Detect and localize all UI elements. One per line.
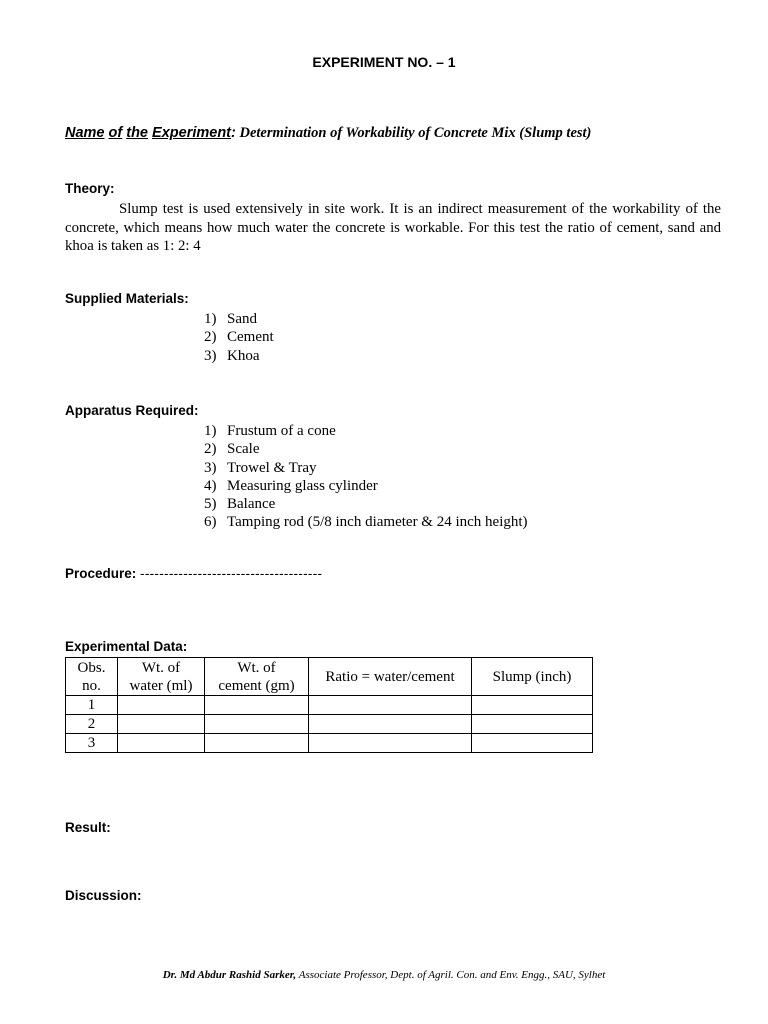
table-cell: [472, 715, 593, 734]
table-cell: [118, 696, 205, 715]
header-slump: Slump (inch): [472, 658, 593, 696]
table-cell: [205, 734, 309, 753]
header-ratio: Ratio = water/cement: [309, 658, 472, 696]
list-item: 6) Tamping rod (5/8 inch diameter & 24 inch height): [204, 514, 528, 531]
theory-text: Slump test is used extensively in site work. It is an indirect measurement of the workability of the concrete, which means how much water the concrete is workable. For this test the ratio of cement, sand and khoa is taken as 1: 2: 4: [65, 201, 721, 254]
procedure-placeholder: --------------------------------------: [140, 566, 323, 581]
experimental-data-table: [65, 657, 593, 753]
list-item: 3) Trowel & Tray: [204, 459, 317, 476]
list-item: 2) Scale: [204, 441, 260, 458]
header-wt-water: Wt. of water (ml): [118, 658, 205, 696]
table-cell: [309, 734, 472, 753]
page-title: EXPERIMENT NO. – 1: [312, 54, 456, 70]
experiment-name-value: Determination of Workability of Concrete Mix (Slump test): [239, 125, 592, 141]
result-heading: Result:: [65, 820, 111, 835]
table-cell: [309, 696, 472, 715]
experiment-name: [65, 125, 725, 142]
list-item: 5) Balance: [204, 496, 276, 513]
apparatus-list: [204, 422, 528, 532]
list-item: 3) Khoa: [204, 347, 260, 364]
procedure-heading: Procedure:: [65, 566, 137, 581]
table-cell: [118, 715, 205, 734]
experimental-data-heading: Experimental Data:: [65, 639, 188, 654]
table-header-row: [66, 658, 593, 696]
experiment-name-label: Name of the Experiment:: [65, 125, 236, 141]
footer-affiliation: Associate Professor, Dept. of Agril. Con. and Env. Engg., SAU, Sylhet: [298, 969, 606, 981]
footer: [0, 969, 768, 981]
table-row: [66, 734, 593, 753]
table-cell: [472, 734, 593, 753]
obs-no-cell: 1: [66, 696, 118, 715]
footer-author: Dr. Md Abdur Rashid Sarker,: [162, 969, 297, 981]
table-cell: [205, 715, 309, 734]
list-item: 4) Measuring glass cylinder: [204, 477, 378, 494]
table-row: [66, 715, 593, 734]
list-item: 1) Frustum of a cone: [204, 423, 336, 439]
table-cell: [309, 715, 472, 734]
discussion-heading: Discussion:: [65, 888, 142, 903]
table-cell: [118, 734, 205, 753]
header-obs-no: Obs. no.: [66, 658, 118, 696]
obs-no-cell: 3: [66, 734, 118, 753]
table-cell: [205, 696, 309, 715]
table-cell: [472, 696, 593, 715]
obs-no-cell: 2: [66, 715, 118, 734]
supplied-materials-heading: Supplied Materials:: [65, 291, 189, 306]
supplied-materials-list: [204, 310, 274, 365]
header-wt-cement: Wt. of cement (gm): [205, 658, 309, 696]
list-item: 2) Cement: [204, 329, 274, 346]
list-item: 1) Sand: [204, 311, 257, 327]
apparatus-heading: Apparatus Required:: [65, 403, 199, 418]
theory-heading: Theory:: [65, 181, 115, 196]
table-row: [66, 696, 593, 715]
procedure: [65, 566, 322, 581]
